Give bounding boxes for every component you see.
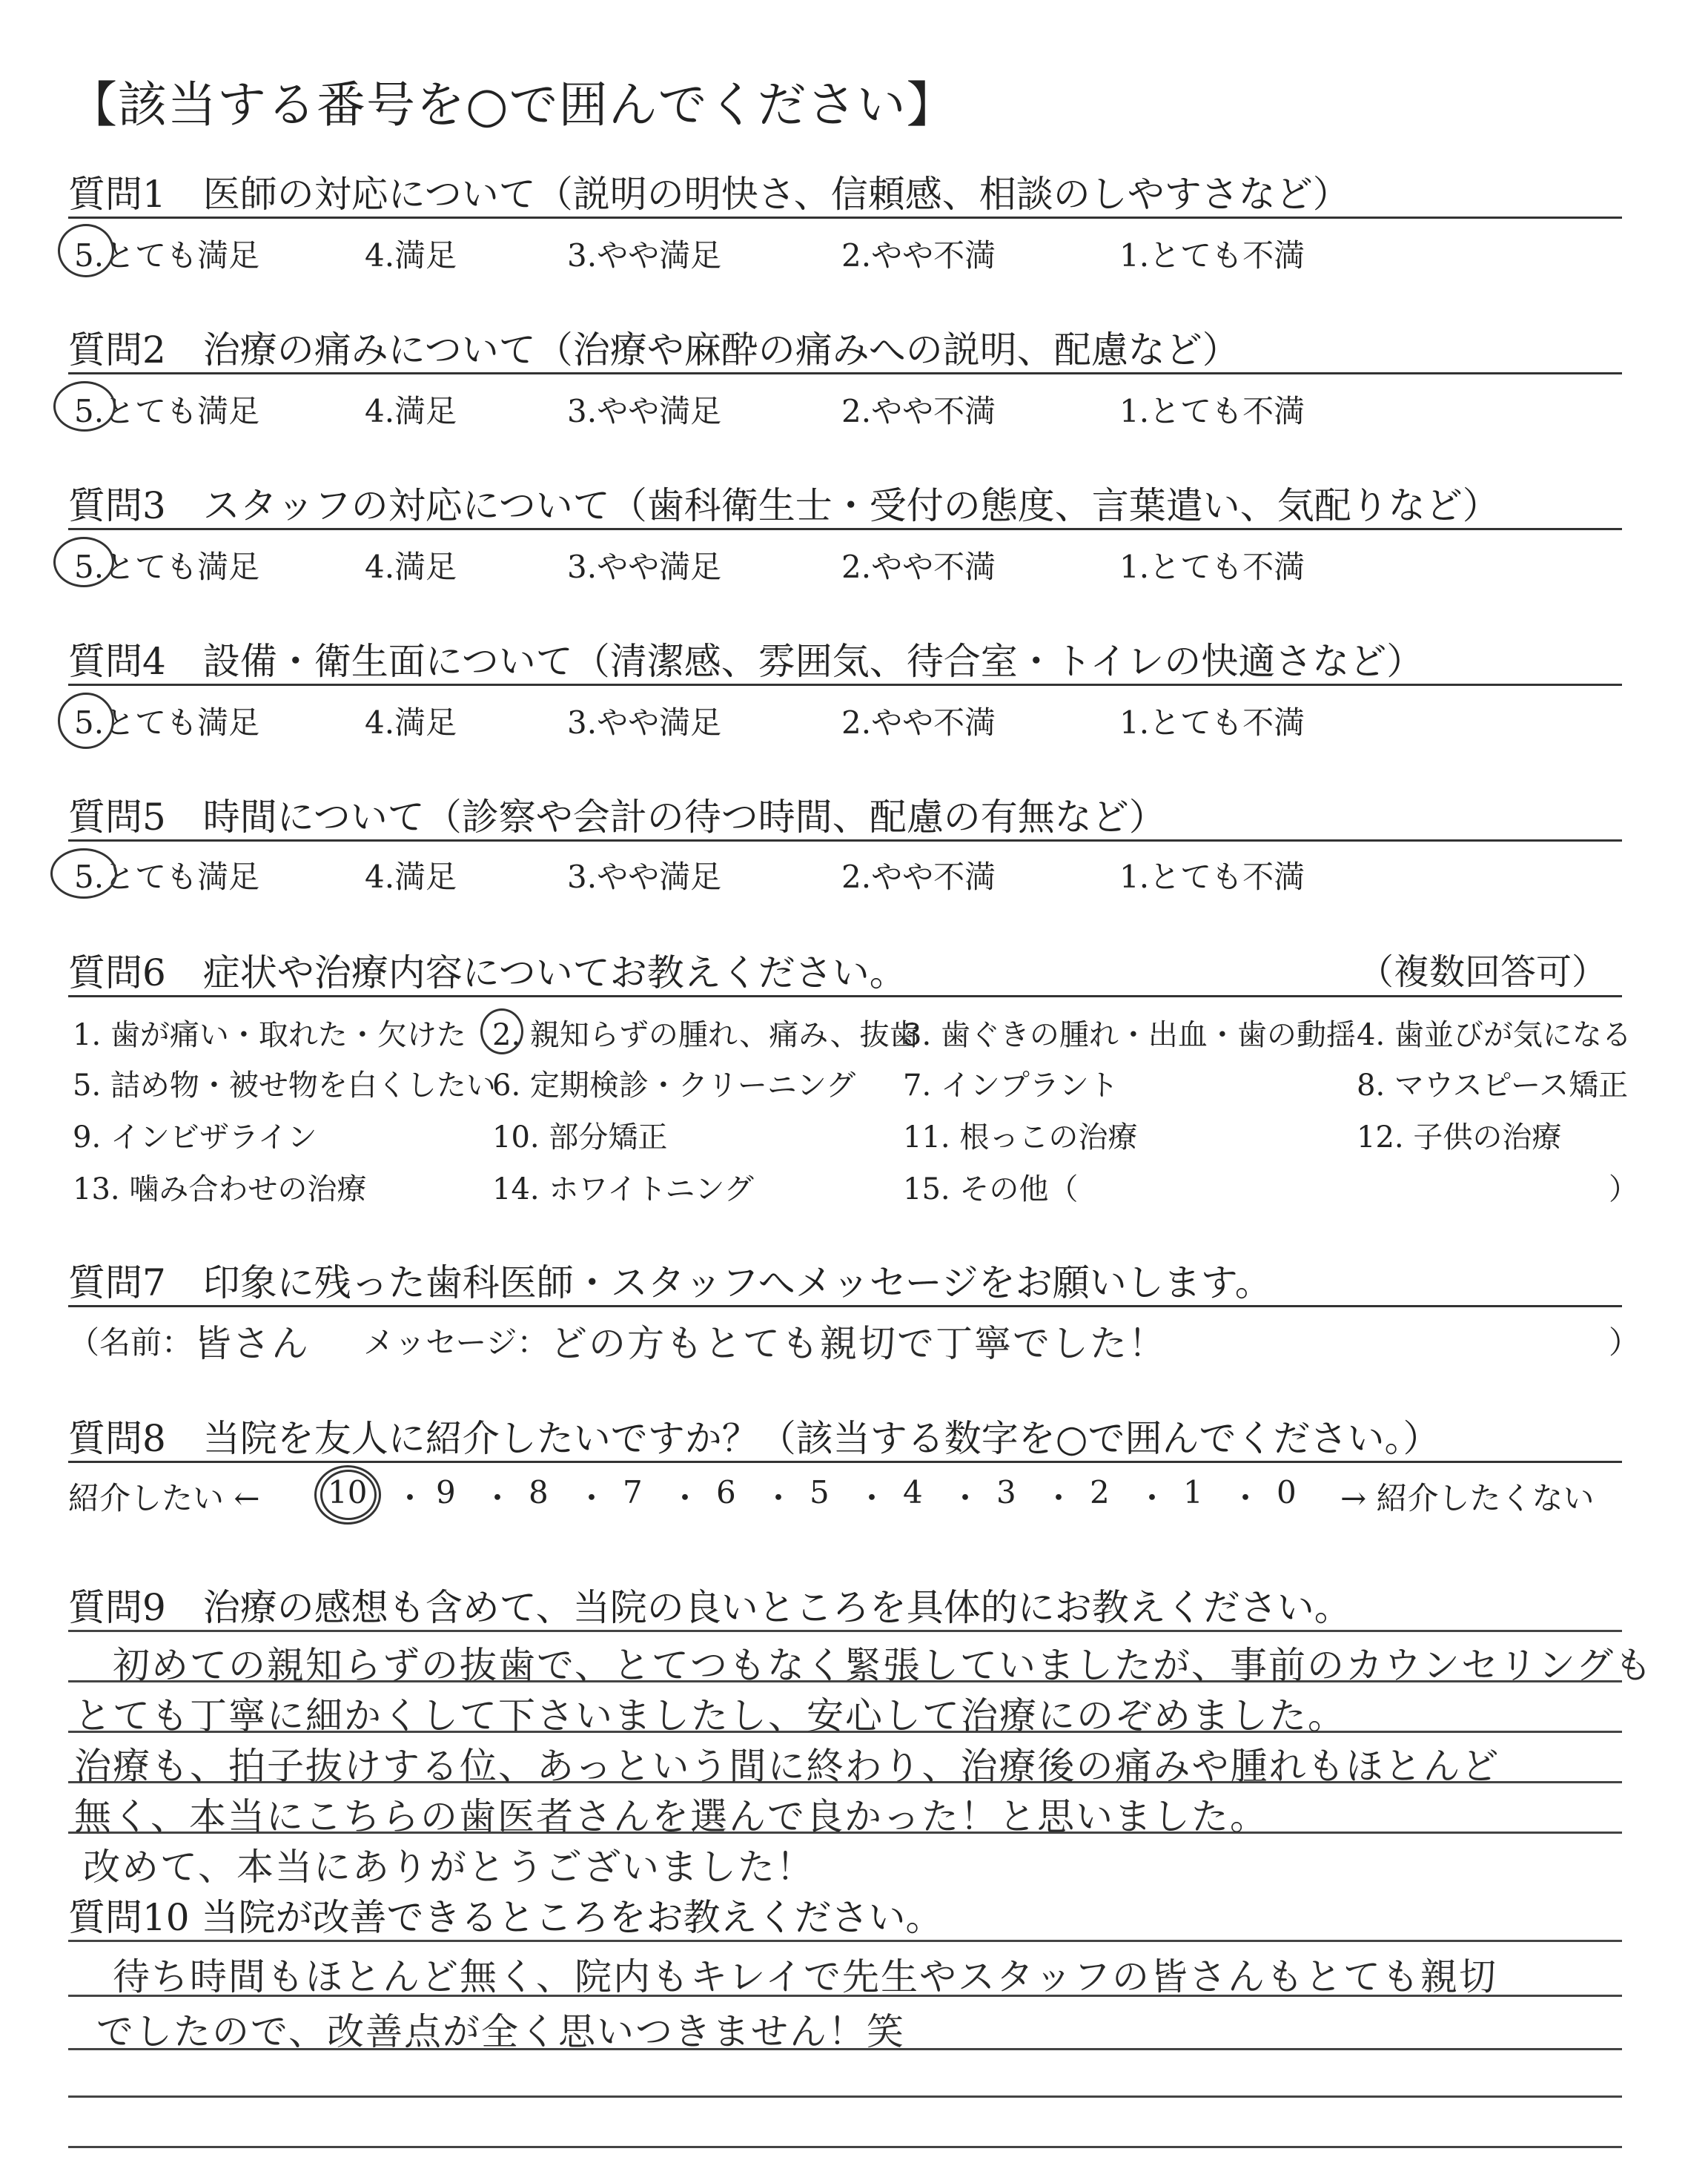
- q6-option-6[interactable]: 6. 定期検診・クリーニング: [492, 1069, 856, 1103]
- q6-option-1[interactable]: 1. 歯が痛い・取れた・欠けた: [73, 1018, 466, 1052]
- scale-0[interactable]: 0: [1277, 1474, 1297, 1510]
- selection-circle: [53, 381, 116, 432]
- answer-line: [68, 2095, 1622, 2098]
- q1-option-1[interactable]: 1.とても不満: [1119, 237, 1305, 274]
- answer-text-line: 改めて、本当にありがとうございました！: [83, 1846, 815, 1889]
- q6-option-10[interactable]: 10. 部分矯正: [492, 1120, 668, 1155]
- question-6-title: 質問6 症状や治療内容についてお教えください。: [68, 951, 907, 994]
- scale-1[interactable]: 1: [1183, 1474, 1203, 1510]
- scale-2[interactable]: 2: [1090, 1474, 1110, 1510]
- selection-circle-inner: [320, 1470, 377, 1520]
- question-4-title: 質問4 設備・衛生面について（清潔感、雰囲気、待合室・トイレの快適さなど）: [68, 640, 1424, 683]
- q1-option-2[interactable]: 2.やや不満: [841, 237, 996, 274]
- q6-option-12[interactable]: 12. 子供の治療: [1357, 1120, 1562, 1155]
- divider: [68, 839, 1622, 842]
- q6-other-close-paren: ）: [1609, 1172, 1638, 1206]
- q6-option-2[interactable]: 2. 親知らずの腫れ、痛み、抜歯: [492, 1018, 919, 1052]
- answer-line: [68, 1940, 1622, 1942]
- q2-option-5[interactable]: 5.とても満足: [74, 393, 260, 429]
- q3-option-2[interactable]: 2.やや不満: [841, 549, 996, 585]
- q6-option-8[interactable]: 8. マウスピース矯正: [1357, 1069, 1629, 1103]
- scale-10[interactable]: 10: [328, 1474, 368, 1510]
- q3-option-3[interactable]: 3.やや満足: [567, 549, 722, 585]
- selection-circle: [58, 224, 114, 277]
- scale-8[interactable]: 8: [529, 1474, 549, 1510]
- name-field[interactable]: 皆さん: [194, 1322, 310, 1365]
- selection-circle: [480, 1008, 523, 1054]
- answer-text-line: でしたので、改善点が全く思いつきません！笑: [96, 2010, 905, 2053]
- q6-option-9[interactable]: 9. インビザライン: [73, 1120, 317, 1155]
- q6-option-4[interactable]: 4. 歯並びが気になる: [1357, 1018, 1632, 1052]
- divider: [68, 995, 1622, 997]
- divider: [68, 528, 1622, 530]
- answer-text-line: 初めての親知らずの抜歯で、とてつもなく緊張していましたが、事前のカウンセリングも: [74, 1644, 1653, 1687]
- q2-option-2[interactable]: 2.やや不満: [841, 393, 996, 429]
- q4-option-1[interactable]: 1.とても不満: [1119, 704, 1305, 741]
- q1-option-4[interactable]: 4.満足: [365, 237, 457, 274]
- scale-dot: ・: [950, 1480, 982, 1516]
- q4-option-4[interactable]: 4.満足: [365, 704, 457, 741]
- q2-option-1[interactable]: 1.とても不満: [1119, 393, 1305, 429]
- question-3-title: 質問3 スタッフの対応について（歯科衛生士・受付の態度、言葉遣い、気配りなど）: [68, 484, 1500, 527]
- q6-option-14[interactable]: 14. ホワイトニング: [492, 1172, 754, 1206]
- q1-option-5[interactable]: 5.とても満足: [74, 237, 260, 274]
- recommend-right-label: → 紹介したくない: [1340, 1480, 1595, 1516]
- q4-option-5[interactable]: 5.とても満足: [74, 704, 260, 741]
- q5-option-4[interactable]: 4.満足: [365, 859, 457, 895]
- scale-dot: ・: [1043, 1480, 1075, 1516]
- q5-option-5[interactable]: 5.とても満足: [74, 859, 260, 895]
- answer-text-line: とても丁寧に細かくして下さいましたし、安心して治療にのぞめました。: [74, 1694, 1346, 1737]
- scale-dot: ・: [482, 1480, 514, 1516]
- message-label: メッセージ：: [363, 1324, 549, 1361]
- question-10-title: 質問10 当院が改善できるところをお教えください。: [68, 1896, 943, 1939]
- answer-text-line: 治療も、拍子抜けする位、あっという間に終わり、治療後の痛みや腫れもほとんど: [74, 1745, 1500, 1788]
- scale-6[interactable]: 6: [716, 1474, 736, 1510]
- q5-option-2[interactable]: 2.やや不満: [841, 859, 996, 895]
- q6-option-3[interactable]: 3. 歯ぐきの腫れ・出血・歯の動揺: [903, 1018, 1356, 1052]
- q5-option-3[interactable]: 3.やや満足: [567, 859, 722, 895]
- selection-circle: [58, 693, 114, 749]
- q6-option-5[interactable]: 5. 詰め物・被せ物を白くしたい: [73, 1069, 496, 1103]
- q3-option-5[interactable]: 5.とても満足: [74, 549, 260, 585]
- answer-line: [68, 1630, 1622, 1632]
- recommend-left-label: 紹介したい ←: [68, 1480, 260, 1516]
- multiple-answers-note: （複数回答可）: [1358, 951, 1608, 993]
- answer-text-line: 待ち時間もほとんど無く、院内もキレイで先生やスタッフの皆さんもとても親切: [74, 1955, 1497, 1998]
- scale-7[interactable]: 7: [623, 1474, 643, 1510]
- question-2-title: 質問2 治療の痛みについて（治療や麻酔の痛みへの説明、配慮など）: [68, 328, 1239, 371]
- scale-9[interactable]: 9: [436, 1474, 456, 1510]
- message-field[interactable]: どの方もとても親切で丁寧でした！: [550, 1322, 1167, 1365]
- q3-option-1[interactable]: 1.とても不満: [1119, 549, 1305, 585]
- divider: [68, 217, 1622, 219]
- form-header: 【該当する番号を○で囲んでください】: [68, 76, 956, 133]
- question-9-title: 質問9 治療の感想も含めて、当院の良いところを具体的にお教えください。: [68, 1586, 1351, 1629]
- scale-dot: ・: [1230, 1480, 1262, 1516]
- q7-close-paren: ）: [1609, 1324, 1641, 1361]
- q4-option-2[interactable]: 2.やや不満: [841, 704, 996, 741]
- q1-option-3[interactable]: 3.やや満足: [567, 237, 722, 274]
- q6-option-11[interactable]: 11. 根っこの治療: [903, 1120, 1138, 1155]
- q4-option-3[interactable]: 3.やや満足: [567, 704, 722, 741]
- scale-dot: ・: [576, 1480, 608, 1516]
- scale-dot: ・: [763, 1480, 795, 1516]
- scale-dot: ・: [1136, 1480, 1168, 1516]
- answer-text-line: 無く、本当にこちらの歯医者さんを選んで良かった！と思いました。: [74, 1795, 1268, 1838]
- name-label: （名前：: [68, 1324, 193, 1361]
- q2-option-4[interactable]: 4.満足: [365, 393, 457, 429]
- question-8-title: 質問8 当院を友人に紹介したいですか？（該当する数字を○で囲んでください。）: [68, 1417, 1440, 1460]
- answer-line: [68, 2146, 1622, 2148]
- question-5-title: 質問5 時間について（診察や会計の待つ時間、配慮の有無など）: [68, 796, 1166, 839]
- divider: [68, 1305, 1622, 1307]
- selection-circle: [53, 537, 114, 587]
- divider: [68, 1461, 1622, 1463]
- selection-circle: [50, 848, 117, 899]
- scale-dot: ・: [394, 1480, 426, 1516]
- scale-dot: ・: [669, 1480, 701, 1516]
- question-1-title: 質問1 医師の対応について（説明の明快さ、信頼感、相談のしやすさなど）: [68, 173, 1350, 216]
- divider: [68, 372, 1622, 374]
- q5-option-1[interactable]: 1.とても不満: [1119, 859, 1305, 895]
- scale-dot: ・: [856, 1480, 888, 1516]
- scale-4[interactable]: 4: [903, 1474, 923, 1510]
- q3-option-4[interactable]: 4.満足: [365, 549, 457, 585]
- q2-option-3[interactable]: 3.やや満足: [567, 393, 722, 429]
- scale-5[interactable]: 5: [810, 1474, 830, 1510]
- q6-option-15[interactable]: 15. その他（: [903, 1172, 1079, 1206]
- question-7-title: 質問7 印象に残った歯科医師・スタッフへメッセージをお願いします。: [68, 1261, 1272, 1304]
- divider: [68, 684, 1622, 686]
- q6-option-7[interactable]: 7. インプラント: [903, 1069, 1119, 1103]
- scale-3[interactable]: 3: [996, 1474, 1016, 1510]
- q6-option-13[interactable]: 13. 噛み合わせの治療: [73, 1172, 367, 1206]
